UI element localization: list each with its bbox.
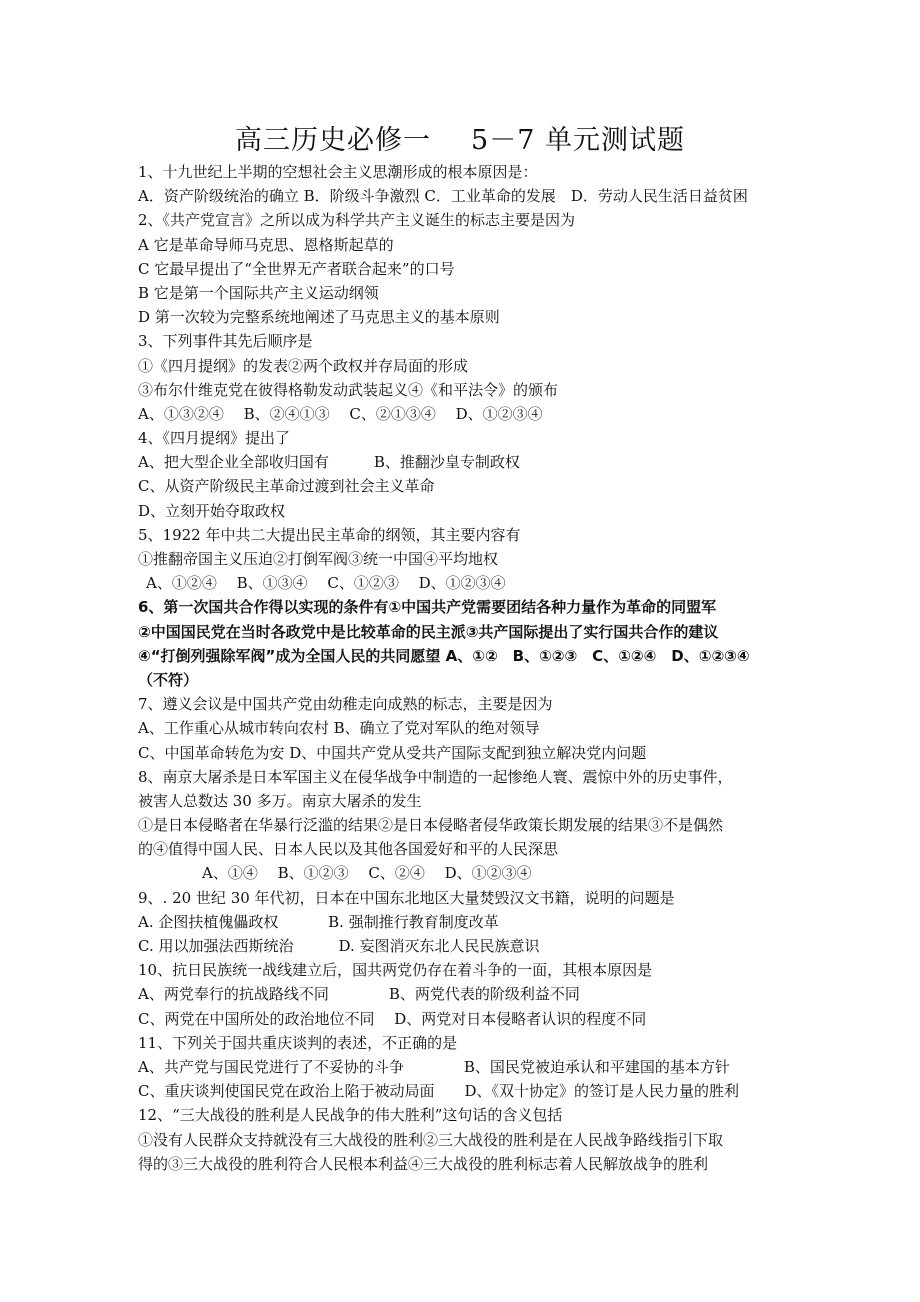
- text-line: 5、1922 年中共二大提出民主革命的纲领，其主要内容有: [138, 525, 521, 544]
- text-line: ①没有人民群众支持就没有三大战役的胜利②三大战役的胜利是在人民战争路线指引下取: [138, 1130, 724, 1149]
- text-line: ①推翻帝国主义压迫②打倒军阀③统一中国④平均地权: [138, 550, 499, 568]
- title-unit: 5－7 单元测试题: [471, 125, 685, 156]
- text-line: 11、下列关于国共重庆谈判的表述，不正确的是: [138, 1033, 458, 1052]
- text-line: ③布尔什维克党在彼得格勒发动武装起义④《和平法令》的颁布: [138, 380, 559, 399]
- text-line: 9、. 20 世纪 30 年代初，日本在中国东北地区大量焚毁汉文书籍，说明的问题是: [138, 888, 675, 907]
- text-line: ②中国国民党在当时各政党中是比较革命的民主派③共产国际提出了实行国共合作的建议: [138, 622, 719, 641]
- text-line: C 它最早提出了“全世界无产者联合起来”的口号: [138, 259, 455, 278]
- text-line: A、工作重心从城市转向农村 B、确立了党对军队的绝对领导: [138, 719, 540, 738]
- text-line: D、立刻开始夺取政权: [138, 501, 286, 520]
- text-line: ④“打倒列强除军阀”成为全国人民的共同愿望 A、①② B、①②③ C、①②④ D、①②③④: [138, 646, 750, 665]
- page-title: [0, 118, 920, 157]
- text-line: 6、第一次国共合作得以实现的条件有①中国共产党需要团结各种力量作为革命的同盟军: [138, 598, 717, 617]
- text-line: A．资产阶级统治的确立 B．阶级斗争激烈 C．工业革命的发展 D．劳动人民生活日益贫困: [138, 187, 748, 206]
- text-line: 12、“三大战役的胜利是人民战争的伟大胜利”这句话的含义包括: [138, 1106, 563, 1125]
- text-line: 得的③三大战役的胜利符合人民根本利益④三大战役的胜利标志着人民解放战争的胜利: [138, 1154, 709, 1173]
- text-line: A. 企图扶植傀儡政权 B. 强制推行教育制度改革: [138, 912, 499, 931]
- text-line: D 第一次较为完整系统地阐述了马克思主义的基本原则: [138, 308, 500, 327]
- text-line: B 它是第一个国际共产主义运动纲领: [138, 283, 379, 302]
- text-line: A、①②④ B、①③④ C、①②③ D、①②③④: [146, 574, 506, 593]
- text-line: C. 用以加强法西斯统治 D. 妄图消灭东北人民民族意识: [138, 937, 540, 955]
- text-line: 被害人总数达 30 多万。南京大屠杀的发生: [138, 791, 422, 810]
- text-line: C、中国革命转危为安 D、中国共产党从受共产国际支配到独立解决党内问题: [138, 743, 647, 762]
- text-line: 的④值得中国人民、日本人民以及其他各国爱好和平的人民深思: [138, 840, 559, 859]
- text-line: A、两党奉行的抗战路线不同 B、两党代表的阶级利益不同: [138, 985, 580, 1004]
- text-line: C、两党在中国所处的政治地位不同 D、两党对日本侵略者认识的程度不同: [138, 1009, 647, 1028]
- text-line: ①《四月提纲》的发表②两个政权并存局面的形成: [138, 356, 469, 375]
- text-line: C、重庆谈判使国民党在政治上陷于被动局面 D、《双十协定》的签订是人民力量的胜利: [138, 1082, 740, 1101]
- text-line: 3、下列事件其先后顺序是: [138, 332, 313, 351]
- text-line: 1、十九世纪上半期的空想社会主义思潮形成的根本原因是：: [138, 163, 538, 181]
- question-body: [138, 160, 818, 1176]
- text-line: 2、《共产党宣言》之所以成为科学共产主义诞生的标志主要是因为: [138, 211, 576, 230]
- text-line: A、共产党与国民党进行了不妥协的斗争 B、国民党被迫承认和平建国的基本方针: [138, 1057, 730, 1076]
- text-line: C、从资产阶级民主革命过渡到社会主义革命: [138, 477, 435, 496]
- text-line: ①是日本侵略者在华暴行泛滥的结果②是日本侵略者侵华政策长期发展的结果③不是偶然: [138, 816, 724, 835]
- text-line: A、①③②④ B、②④①③ C、②①③④ D、①②③④: [138, 404, 543, 423]
- title-main: 高三历史必修一: [235, 125, 432, 156]
- text-line: A、①④ B、①②③ C、②④ D、①②③④: [202, 864, 532, 883]
- text-line: A、把大型企业全部收归国有 B、推翻沙皇专制政权: [138, 453, 520, 472]
- text-line: 4、《四月提纲》提出了: [138, 429, 291, 448]
- text-line: A 它是革命导师马克思、恩格斯起草的: [138, 235, 394, 254]
- text-line: 8、南京大屠杀是日本军国主义在侵华战争中制造的一起惨绝人寰、震惊中外的历史事件，: [138, 767, 733, 786]
- text-line: 7、遵义会议是中国共产党由幼稚走向成熟的标志，主要是因为: [138, 695, 553, 714]
- text-line: 10、抗日民族统一战线建立后，国共两党仍存在着斗争的一面，其根本原因是: [138, 961, 653, 980]
- text-line: （不符）: [138, 670, 199, 689]
